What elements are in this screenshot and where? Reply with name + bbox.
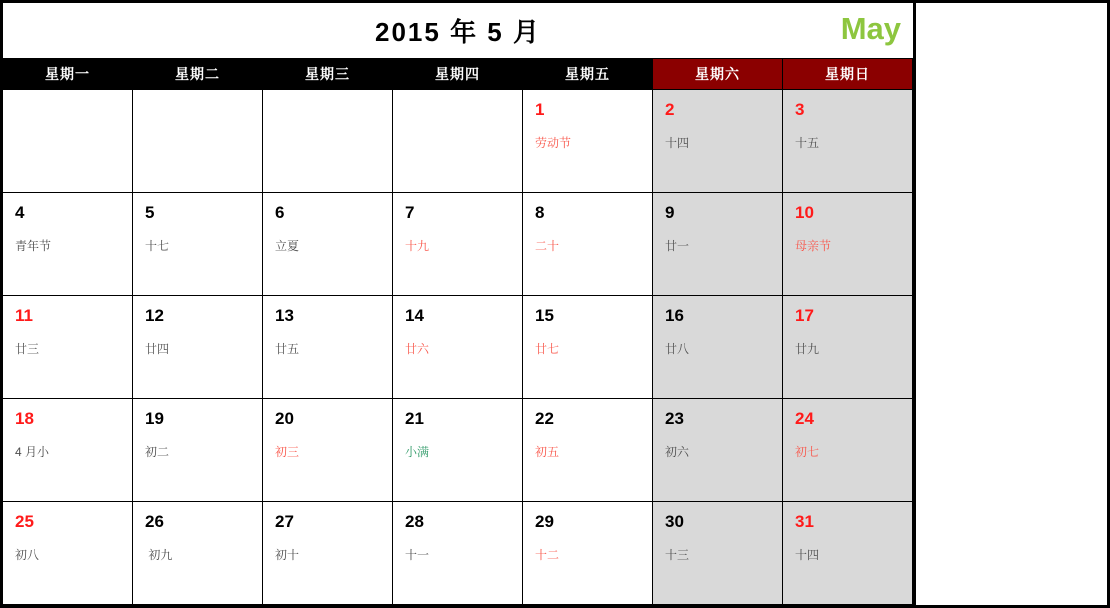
empty-day-cell (393, 90, 523, 193)
day-subtext: 廿四 (145, 342, 170, 357)
weekday-header-sun: 星期日 (783, 59, 913, 89)
day-subtext: 初二 (145, 445, 170, 460)
day-subtext: 初五 (535, 445, 560, 460)
day-cell-19 (133, 399, 263, 502)
date-grid (3, 90, 913, 605)
day-cell-20 (263, 399, 393, 502)
day-subtext: 十四 (795, 548, 820, 563)
day-subtext: 立夏 (275, 239, 300, 254)
day-number: 17 (795, 306, 814, 325)
day-number: 2 (665, 100, 675, 119)
day-number: 7 (405, 203, 415, 222)
day-subtext: 初三 (275, 445, 300, 460)
day-subtext: 小满 (405, 445, 430, 460)
day-number: 21 (405, 409, 424, 428)
day-number: 20 (275, 409, 294, 428)
empty-right-margin (916, 3, 1107, 605)
day-subtext: 十九 (405, 239, 430, 254)
day-cell-7 (393, 193, 523, 296)
weekday-header-tue: 星期二 (133, 59, 263, 89)
day-subtext: 廿九 (795, 342, 820, 357)
day-cell-15 (523, 296, 653, 399)
weekday-header-thu: 星期四 (393, 59, 523, 89)
day-number: 16 (665, 306, 684, 325)
day-cell-26 (133, 502, 263, 605)
day-number: 24 (795, 409, 814, 428)
day-number: 15 (535, 306, 554, 325)
day-number: 13 (275, 306, 294, 325)
day-subtext: 初八 (15, 548, 40, 563)
day-cell-5 (133, 193, 263, 296)
day-number: 31 (795, 512, 814, 531)
day-cell-21 (393, 399, 523, 502)
day-number: 1 (535, 100, 545, 119)
day-number: 3 (795, 100, 805, 119)
weekday-header-row (3, 58, 913, 90)
day-number: 14 (405, 306, 424, 325)
weekday-header-wed: 星期三 (263, 59, 393, 89)
day-subtext: 十三 (665, 548, 690, 563)
day-cell-2 (653, 90, 783, 193)
day-subtext: 青年节 (15, 239, 52, 254)
day-cell-24 (783, 399, 913, 502)
day-subtext: 初七 (795, 445, 820, 460)
day-cell-3 (783, 90, 913, 193)
empty-day-cell (263, 90, 393, 193)
day-cell-29 (523, 502, 653, 605)
day-cell-4 (3, 193, 133, 296)
day-number: 28 (405, 512, 424, 531)
day-number: 12 (145, 306, 164, 325)
day-subtext: 廿八 (665, 342, 690, 357)
weekday-header-fri: 星期五 (523, 59, 653, 89)
day-cell-31 (783, 502, 913, 605)
day-cell-18 (3, 399, 133, 502)
day-number: 30 (665, 512, 684, 531)
empty-day-cell (133, 90, 263, 193)
day-subtext: 十一 (405, 548, 430, 563)
day-number: 25 (15, 512, 34, 531)
day-cell-23 (653, 399, 783, 502)
day-cell-25 (3, 502, 133, 605)
day-number: 29 (535, 512, 554, 531)
day-number: 10 (795, 203, 814, 222)
day-cell-1 (523, 90, 653, 193)
day-subtext: 劳动节 (535, 136, 572, 151)
day-cell-10 (783, 193, 913, 296)
day-number: 23 (665, 409, 684, 428)
day-number: 11 (15, 306, 33, 325)
day-cell-27 (263, 502, 393, 605)
calendar-table (3, 3, 916, 605)
day-number: 19 (145, 409, 164, 428)
day-subtext: 初十 (275, 548, 300, 563)
day-cell-17 (783, 296, 913, 399)
day-subtext: 初六 (665, 445, 690, 460)
day-number: 9 (665, 203, 675, 222)
day-subtext: 十七 (145, 239, 170, 254)
day-number: 26 (145, 512, 164, 531)
day-cell-13 (263, 296, 393, 399)
day-subtext: 廿七 (535, 342, 560, 357)
day-subtext: 廿六 (405, 342, 430, 357)
day-number: 4 (15, 203, 25, 222)
day-cell-16 (653, 296, 783, 399)
day-subtext: 廿三 (15, 342, 40, 357)
day-number: 8 (535, 203, 545, 222)
weekday-header-sat: 星期六 (653, 59, 783, 89)
day-subtext: 4 月小 (15, 445, 50, 460)
day-cell-11 (3, 296, 133, 399)
day-number: 22 (535, 409, 554, 428)
empty-day-cell (3, 90, 133, 193)
day-number: 6 (275, 203, 285, 222)
day-cell-9 (653, 193, 783, 296)
day-cell-28 (393, 502, 523, 605)
day-subtext: 母亲节 (795, 239, 832, 254)
weekday-header-mon: 星期一 (3, 59, 133, 89)
day-cell-14 (393, 296, 523, 399)
day-cell-6 (263, 193, 393, 296)
day-number: 27 (275, 512, 294, 531)
day-subtext: 廿五 (275, 342, 300, 357)
title-row (3, 3, 913, 58)
day-subtext: 十五 (795, 136, 820, 151)
day-number: 18 (15, 409, 34, 428)
day-subtext: 二十 (535, 239, 560, 254)
day-subtext: 十二 (535, 548, 560, 563)
day-subtext: 初九 (145, 548, 173, 563)
day-cell-22 (523, 399, 653, 502)
day-cell-8 (523, 193, 653, 296)
day-cell-30 (653, 502, 783, 605)
calendar-title: 2015 年 5 月 (375, 17, 541, 47)
day-subtext: 廿一 (665, 239, 690, 254)
day-cell-12 (133, 296, 263, 399)
month-english-label: May (840, 11, 901, 46)
day-number: 5 (145, 203, 155, 222)
day-subtext: 十四 (665, 136, 690, 151)
